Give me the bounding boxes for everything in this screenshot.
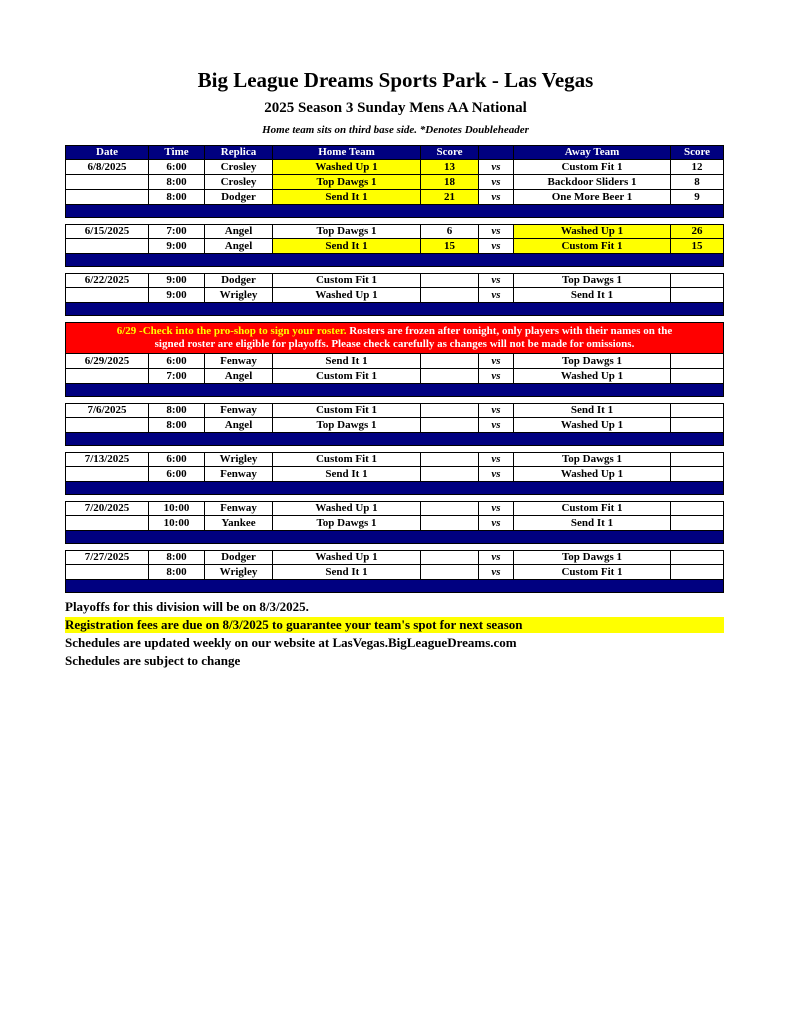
game-row xyxy=(65,403,724,418)
roster-notice-rest: Rosters are frozen after tonight, only players with their names on the xyxy=(346,325,673,337)
away-score-cell xyxy=(671,550,724,565)
date-cell xyxy=(65,239,149,254)
home-score-cell xyxy=(421,501,479,516)
home-score-cell xyxy=(421,288,479,303)
game-row xyxy=(65,175,724,190)
home-score-cell xyxy=(421,403,479,418)
schedule-group xyxy=(65,550,724,593)
date-cell: 7/20/2025 xyxy=(65,501,149,516)
roster-notice xyxy=(65,322,724,354)
away-team-cell: Top Dawgs 1 xyxy=(514,273,671,288)
date-cell xyxy=(65,467,149,482)
replica-cell: Angel xyxy=(205,239,273,254)
date-cell: 6/8/2025 xyxy=(65,160,149,175)
game-row xyxy=(65,550,724,565)
game-row xyxy=(65,224,724,239)
game-row xyxy=(65,418,724,433)
away-score-cell: 12 xyxy=(671,160,724,175)
replica-cell: Crosley xyxy=(205,160,273,175)
vs-cell: vs xyxy=(479,550,514,565)
schedule-group xyxy=(65,224,724,267)
time-cell: 10:00 xyxy=(149,516,205,531)
page-subtitle: 2025 Season 3 Sunday Mens AA National xyxy=(264,100,527,116)
time-cell: 8:00 xyxy=(149,175,205,190)
home-team-cell: Top Dawgs 1 xyxy=(273,175,421,190)
time-cell: 9:00 xyxy=(149,288,205,303)
replica-cell: Fenway xyxy=(205,467,273,482)
time-cell: 6:00 xyxy=(149,160,205,175)
home-score-cell xyxy=(421,452,479,467)
date-separator-bar xyxy=(65,254,724,267)
replica-cell: Angel xyxy=(205,369,273,384)
subject-to-change-note: Schedules are subject to change xyxy=(65,653,241,668)
date-cell xyxy=(65,369,149,384)
home-team-cell: Custom Fit 1 xyxy=(273,273,421,288)
header-home-team: Home Team xyxy=(273,145,421,160)
home-score-cell: 13 xyxy=(421,160,479,175)
home-team-cell: Send It 1 xyxy=(273,467,421,482)
vs-cell: vs xyxy=(479,224,514,239)
away-score-cell xyxy=(671,452,724,467)
away-team-cell: Custom Fit 1 xyxy=(514,565,671,580)
away-team-cell: Send It 1 xyxy=(514,288,671,303)
away-team-cell: Washed Up 1 xyxy=(514,418,671,433)
game-row xyxy=(65,467,724,482)
time-cell: 8:00 xyxy=(149,565,205,580)
date-cell: 7/6/2025 xyxy=(65,403,149,418)
vs-cell: vs xyxy=(479,273,514,288)
schedule-group xyxy=(65,501,724,544)
home-team-note: Home team sits on third base side. *Denotes Doubleheader xyxy=(262,124,529,136)
schedule-group xyxy=(65,452,724,495)
vs-cell: vs xyxy=(479,354,514,369)
time-cell: 9:00 xyxy=(149,239,205,254)
roster-notice-line-1 xyxy=(70,325,719,338)
away-score-cell xyxy=(671,565,724,580)
home-score-cell xyxy=(421,354,479,369)
date-separator-bar xyxy=(65,482,724,495)
home-team-cell: Send It 1 xyxy=(273,565,421,580)
schedule-group xyxy=(65,354,724,397)
time-cell: 8:00 xyxy=(149,550,205,565)
vs-cell: vs xyxy=(479,288,514,303)
home-team-cell: Custom Fit 1 xyxy=(273,369,421,384)
away-team-cell: Washed Up 1 xyxy=(514,467,671,482)
home-team-cell: Custom Fit 1 xyxy=(273,403,421,418)
playoffs-note: Playoffs for this division will be on 8/3/2025. xyxy=(65,599,309,614)
away-score-cell xyxy=(671,467,724,482)
date-cell xyxy=(65,418,149,433)
replica-cell: Angel xyxy=(205,418,273,433)
home-score-cell xyxy=(421,516,479,531)
home-score-cell: 21 xyxy=(421,190,479,205)
date-cell xyxy=(65,516,149,531)
home-score-cell: 6 xyxy=(421,224,479,239)
away-score-cell xyxy=(671,403,724,418)
away-team-cell: Backdoor Sliders 1 xyxy=(514,175,671,190)
away-score-cell xyxy=(671,273,724,288)
vs-cell: vs xyxy=(479,190,514,205)
replica-cell: Wrigley xyxy=(205,452,273,467)
time-cell: 10:00 xyxy=(149,501,205,516)
away-score-cell: 8 xyxy=(671,175,724,190)
date-cell xyxy=(65,288,149,303)
home-team-cell: Send It 1 xyxy=(273,354,421,369)
footer-notes xyxy=(65,599,724,669)
page-header xyxy=(0,0,791,136)
away-score-cell: 26 xyxy=(671,224,724,239)
home-team-cell: Washed Up 1 xyxy=(273,160,421,175)
game-row xyxy=(65,190,724,205)
time-cell: 6:00 xyxy=(149,354,205,369)
home-team-cell: Top Dawgs 1 xyxy=(273,516,421,531)
away-team-cell: Washed Up 1 xyxy=(514,369,671,384)
replica-cell: Wrigley xyxy=(205,288,273,303)
away-team-cell: Custom Fit 1 xyxy=(514,160,671,175)
time-cell: 7:00 xyxy=(149,369,205,384)
date-separator-bar xyxy=(65,303,724,316)
vs-cell: vs xyxy=(479,467,514,482)
home-team-cell: Washed Up 1 xyxy=(273,550,421,565)
time-cell: 8:00 xyxy=(149,403,205,418)
away-score-cell xyxy=(671,369,724,384)
website-note: Schedules are updated weekly on our website at LasVegas.BigLeagueDreams.com xyxy=(65,635,517,650)
away-score-cell xyxy=(671,516,724,531)
vs-cell: vs xyxy=(479,175,514,190)
date-separator-bar xyxy=(65,580,724,593)
header-time: Time xyxy=(149,145,205,160)
vs-cell: vs xyxy=(479,403,514,418)
away-team-cell: Top Dawgs 1 xyxy=(514,550,671,565)
home-team-cell: Washed Up 1 xyxy=(273,501,421,516)
home-team-cell: Send It 1 xyxy=(273,190,421,205)
page-title: Big League Dreams Sports Park - Las Vegas xyxy=(197,68,594,92)
away-score-cell xyxy=(671,501,724,516)
date-separator-bar xyxy=(65,433,724,446)
home-score-cell xyxy=(421,565,479,580)
away-score-cell xyxy=(671,418,724,433)
time-cell: 6:00 xyxy=(149,467,205,482)
registration-note: Registration fees are due on 8/3/2025 to guarantee your team's spot for next season xyxy=(65,617,724,633)
schedule-group xyxy=(65,273,724,316)
home-score-cell: 15 xyxy=(421,239,479,254)
date-cell xyxy=(65,190,149,205)
game-row xyxy=(65,369,724,384)
replica-cell: Dodger xyxy=(205,273,273,288)
away-score-cell xyxy=(671,354,724,369)
game-row xyxy=(65,516,724,531)
away-team-cell: Send It 1 xyxy=(514,403,671,418)
header-away-team: Away Team xyxy=(514,145,671,160)
home-score-cell xyxy=(421,418,479,433)
vs-cell: vs xyxy=(479,160,514,175)
vs-cell: vs xyxy=(479,369,514,384)
date-separator-bar xyxy=(65,205,724,218)
header-away-score: Score xyxy=(671,145,724,160)
replica-cell: Crosley xyxy=(205,175,273,190)
vs-cell: vs xyxy=(479,516,514,531)
home-team-cell: Send It 1 xyxy=(273,239,421,254)
game-row xyxy=(65,354,724,369)
schedule-group xyxy=(65,160,724,218)
replica-cell: Fenway xyxy=(205,403,273,418)
game-row xyxy=(65,239,724,254)
time-cell: 6:00 xyxy=(149,452,205,467)
home-team-cell: Top Dawgs 1 xyxy=(273,224,421,239)
header-replica: Replica xyxy=(205,145,273,160)
away-team-cell: Custom Fit 1 xyxy=(514,501,671,516)
away-team-cell: Custom Fit 1 xyxy=(514,239,671,254)
game-row xyxy=(65,565,724,580)
replica-cell: Yankee xyxy=(205,516,273,531)
home-score-cell xyxy=(421,273,479,288)
table-header-row xyxy=(65,145,724,160)
replica-cell: Angel xyxy=(205,224,273,239)
replica-cell: Dodger xyxy=(205,190,273,205)
vs-cell: vs xyxy=(479,501,514,516)
vs-cell: vs xyxy=(479,565,514,580)
away-team-cell: Washed Up 1 xyxy=(514,224,671,239)
away-team-cell: Top Dawgs 1 xyxy=(514,354,671,369)
game-row xyxy=(65,160,724,175)
home-score-cell xyxy=(421,550,479,565)
vs-cell: vs xyxy=(479,452,514,467)
time-cell: 9:00 xyxy=(149,273,205,288)
date-cell xyxy=(65,565,149,580)
header-vs xyxy=(479,145,514,160)
schedule-group xyxy=(65,403,724,446)
home-team-cell: Top Dawgs 1 xyxy=(273,418,421,433)
vs-cell: vs xyxy=(479,418,514,433)
schedule-body xyxy=(65,160,724,593)
replica-cell: Wrigley xyxy=(205,565,273,580)
date-cell: 7/27/2025 xyxy=(65,550,149,565)
game-row xyxy=(65,501,724,516)
roster-notice-line-2: signed roster are eligible for playoffs. Please check carefully as changes will not be made for omissions. xyxy=(154,338,635,350)
date-separator-bar xyxy=(65,384,724,397)
away-score-cell: 15 xyxy=(671,239,724,254)
away-team-cell: Send It 1 xyxy=(514,516,671,531)
game-row xyxy=(65,452,724,467)
away-score-cell: 9 xyxy=(671,190,724,205)
date-cell xyxy=(65,175,149,190)
away-team-cell: Top Dawgs 1 xyxy=(514,452,671,467)
date-cell: 6/15/2025 xyxy=(65,224,149,239)
home-score-cell: 18 xyxy=(421,175,479,190)
header-date: Date xyxy=(65,145,149,160)
date-cell: 6/22/2025 xyxy=(65,273,149,288)
time-cell: 8:00 xyxy=(149,418,205,433)
vs-cell: vs xyxy=(479,239,514,254)
time-cell: 7:00 xyxy=(149,224,205,239)
replica-cell: Fenway xyxy=(205,354,273,369)
date-cell: 7/13/2025 xyxy=(65,452,149,467)
date-cell: 6/29/2025 xyxy=(65,354,149,369)
home-score-cell xyxy=(421,369,479,384)
home-score-cell xyxy=(421,467,479,482)
header-home-score: Score xyxy=(421,145,479,160)
away-score-cell xyxy=(671,288,724,303)
replica-cell: Fenway xyxy=(205,501,273,516)
home-team-cell: Washed Up 1 xyxy=(273,288,421,303)
replica-cell: Dodger xyxy=(205,550,273,565)
away-team-cell: One More Beer 1 xyxy=(514,190,671,205)
game-row xyxy=(65,273,724,288)
game-row xyxy=(65,288,724,303)
schedule-table xyxy=(65,145,724,593)
time-cell: 8:00 xyxy=(149,190,205,205)
date-separator-bar xyxy=(65,531,724,544)
home-team-cell: Custom Fit 1 xyxy=(273,452,421,467)
roster-notice-highlight: 6/29 -Check into the pro-shop to sign your roster. xyxy=(116,325,347,337)
